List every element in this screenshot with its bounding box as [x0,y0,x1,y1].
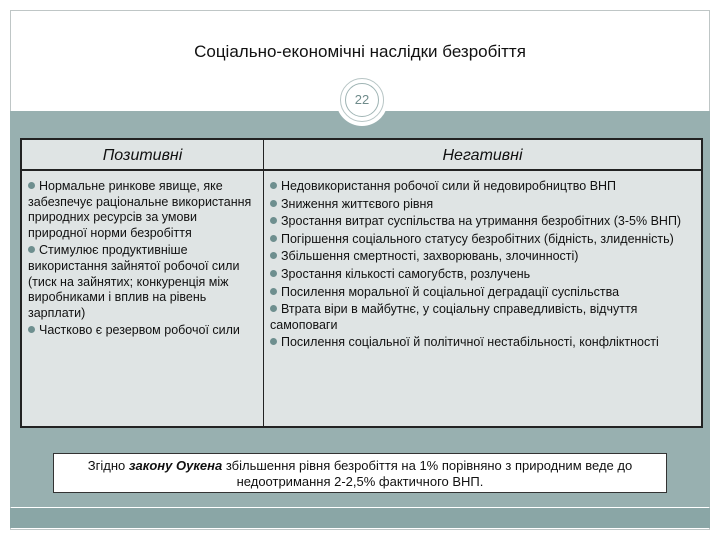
negative-item-text: Посилення моральної й соціальної деградації суспільства [281,284,620,299]
negative-item [270,267,695,283]
okun-law-note [53,453,667,493]
note-law-name: закону Оукена [128,458,223,473]
bullet-icon [270,338,277,345]
negative-item-text: Посилення соціальної й політичної нестабільності, конфліктності [281,335,659,350]
note-prefix: Згідно [87,458,129,473]
negative-item [270,197,695,213]
negative-item-text: Недовикористання робочої сили й недовиробництво ВНП [281,179,617,193]
bullet-icon [270,288,277,295]
negative-item [270,249,695,265]
bullet-icon [270,252,277,259]
bullet-icon [28,182,35,189]
bullet-icon [270,217,277,224]
negative-item-text: Зниження життєвого рівня [281,196,434,211]
negative-header: Негативні [264,140,701,171]
bullet-icon [270,305,277,312]
negative-item [270,214,695,230]
negative-column [264,171,701,426]
positive-item-text: Частково є резервом робочої сили [39,323,240,338]
positive-item [28,323,257,339]
bottom-band [10,508,710,528]
positive-item [28,243,257,321]
negative-item [270,302,695,333]
bullet-icon [270,200,277,207]
page-number: 22 [345,83,379,117]
negative-item-text: Зростання кількості самогубств, розлучень [281,266,531,281]
negative-item [270,232,695,248]
positive-header: Позитивні [22,140,264,171]
bullet-icon [28,326,35,333]
positive-column [22,171,264,426]
negative-item-text: Погіршення соціального статусу безробітних (бідність, злиденність) [281,231,674,246]
positive-item [28,179,257,241]
page-number-badge [340,78,384,122]
negative-item [270,179,695,195]
negative-item [270,335,695,351]
bullet-icon [270,235,277,242]
bullet-icon [28,246,35,253]
negative-item-text: Збільшення смертності, захворювань, злочинності) [281,249,579,264]
positive-item-text: Стимулює продуктивніше використання зайнятої робочої сили (тиск на зайнятих; конкуренція між виробниками і вплив на рівень зарплати) [28,243,240,320]
positive-item-text: Нормальне ринкове явище, яке забезпечує раціональне використання природних ресурсів за умови природної норми безробіття [28,179,252,240]
slide-title: Соціально-економічні наслідки безробіття [194,42,526,61]
negative-item-text: Втрата віри в майбутнє, у соціальну справедливість, відчуття самоповаги [270,302,638,332]
negative-item [270,285,695,301]
note-suffix: збільшення рівня безробіття на 1% порівняно з природним веде до недоотримання 2-2,5% фактичного ВНП. [222,458,633,489]
bullet-icon [270,182,277,189]
bullet-icon [270,270,277,277]
consequences-table [20,138,703,428]
negative-item-text: Зростання витрат суспільства на утримання безробітних (3-5% ВНП) [281,214,682,229]
